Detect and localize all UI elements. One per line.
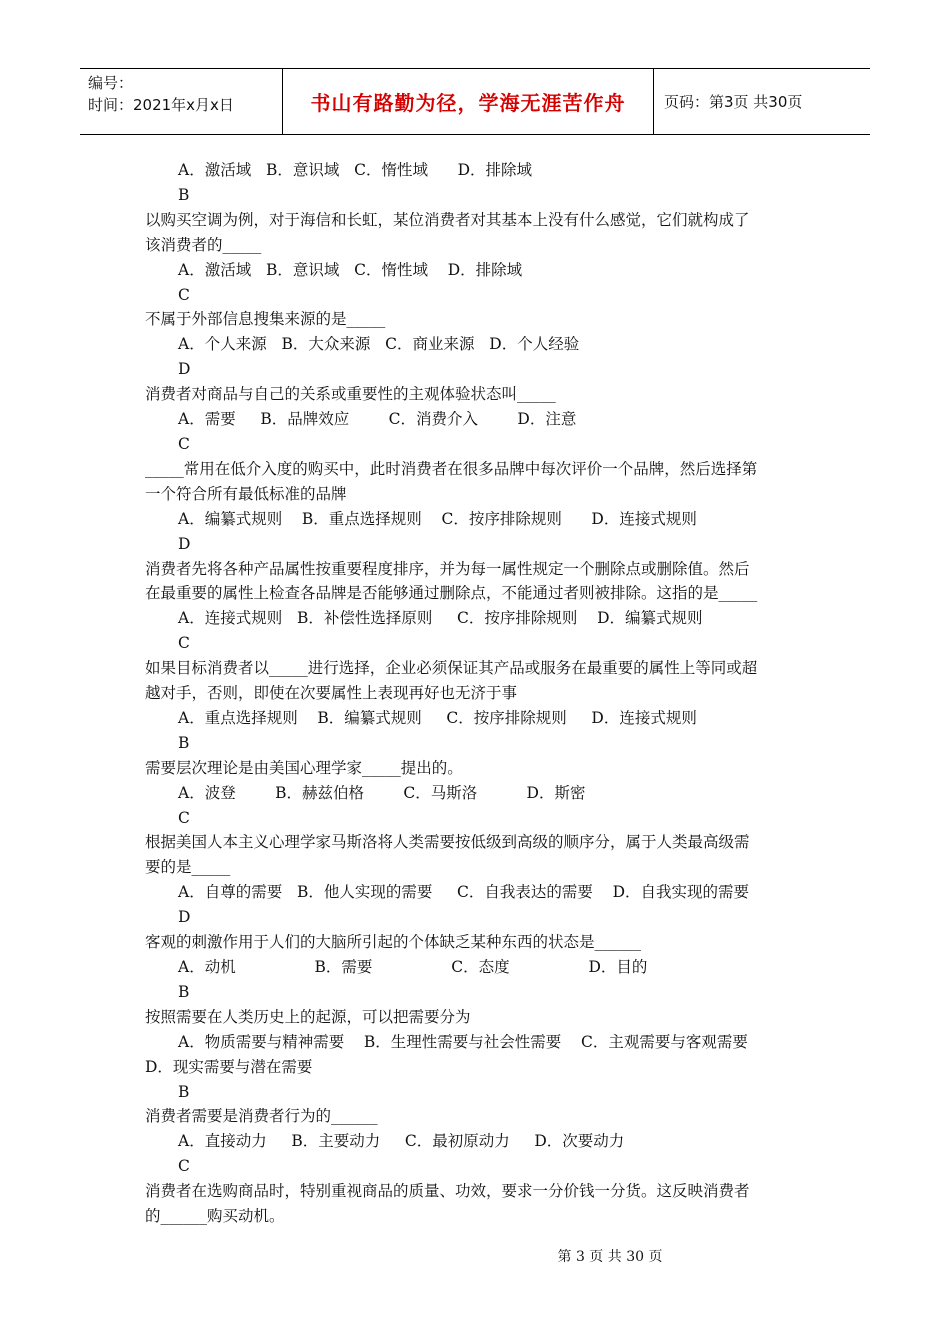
footer-page-number: 第 3 页 共 30 页 [557, 1249, 663, 1265]
options-line: A．连接式规则 B．补偿性选择原则 C．按序排除规则 D．编纂式规则 [178, 609, 703, 628]
question-line: _____常用在低介入度的购买中，此时消费者在很多品牌中每次评价一个品牌，然后选择第 [145, 459, 758, 478]
answer-line: D [178, 534, 191, 553]
answer-line: C [178, 634, 190, 653]
options-line: A．激活域 B．意识域 C．惰性域 D．排除域 [178, 260, 523, 279]
answer-line: B [178, 733, 190, 752]
question-line: 消费者在选购商品时，特别重视商品的质量、功效，要求一分价钱一分货。这反映消费者 [145, 1182, 750, 1201]
header-page-info: 页码：第3页 共30页 [664, 93, 803, 111]
question-line: 要的是_____ [145, 858, 231, 877]
header-meta [80, 69, 282, 134]
page-header [80, 68, 870, 135]
question-line: 不属于外部信息搜集来源的是_____ [145, 310, 386, 329]
options-line: A．编纂式规则 B．重点选择规则 C．按序排除规则 D．连接式规则 [178, 509, 697, 528]
question-line: 客观的刺激作用于人们的大脑所引起的个体缺乏某种东西的状态是______ [145, 933, 642, 952]
question-line: 根据美国人本主义心理学家马斯洛将人类需要按低级到高级的顺序分，属于人类最高级需 [145, 833, 750, 852]
page-footer [0, 1246, 950, 1266]
question-line: 如果目标消费者以_____进行选择，企业必须保证其产品或服务在最重要的属性上等同或超 [145, 659, 758, 678]
options-line: A．物质需要与精神需要 B．生理性需要与社会性需要 C．主观需要与客观需要 [178, 1032, 748, 1051]
options-line: A．需要 B．品牌效应 C．消费介入 D．注意 [178, 410, 577, 429]
question-line: 的______购买动机。 [145, 1207, 285, 1226]
options-line: A．波登 B．赫兹伯格 C．马斯洛 D．斯密 [178, 783, 586, 802]
question-line: 按照需要在人类历史上的起源，可以把需要分为 [145, 1007, 471, 1026]
question-line: 该消费者的_____ [145, 235, 262, 254]
options-line: A．重点选择规则 B．编纂式规则 C．按序排除规则 D．连接式规则 [178, 708, 697, 727]
answer-line: C [178, 434, 190, 453]
question-line: 消费者对商品与自己的关系或重要性的主观体验状态叫_____ [145, 385, 556, 404]
options-line: A．个人来源 B．大众来源 C．商业来源 D．个人经验 [178, 335, 580, 354]
answer-line: D [178, 908, 191, 927]
answer-line: C [178, 808, 190, 827]
question-line: 消费者需要是消费者行为的______ [145, 1107, 378, 1126]
header-motto: 书山有路勤为径，学海无涯苦作舟 [282, 69, 654, 134]
question-line: 在最重要的属性上检查各品牌是否能够通过删除点，不能通过者则被排除。这指的是_____ [145, 584, 758, 603]
answer-line: D [178, 360, 191, 379]
number-label: 编号： [88, 74, 134, 92]
answer-line: B [178, 982, 190, 1001]
question-line: 一个符合所有最低标准的品牌 [145, 484, 347, 503]
options-line: A．动机 B．需要 C．态度 D．目的 [178, 958, 648, 976]
question-line: 消费者先将各种产品属性按重要程度排序，并为每一属性规定一个删除点或删除值。然后 [145, 559, 750, 578]
options-line: A．激活域 B．意识域 C．惰性域 D．排除域 [178, 161, 532, 179]
answer-line: B [178, 185, 190, 204]
time-label: 时间：2021年x月x日 [88, 96, 234, 114]
answer-line: C [178, 285, 190, 304]
answer-line: B [178, 1082, 190, 1101]
options-line: A．直接动力 B．主要动力 C．最初原动力 D．次要动力 [178, 1132, 625, 1151]
answer-line: C [178, 1157, 190, 1176]
question-list [145, 158, 815, 1229]
question-line: 以购买空调为例，对于海信和长虹，某位消费者对其基本上没有什么感觉，它们就构成了 [145, 210, 750, 229]
question-line: D．现实需要与潜在需要 [145, 1057, 313, 1076]
options-line: A．自尊的需要 B．他人实现的需要 C．自我表达的需要 D．自我实现的需要 [178, 883, 749, 902]
question-line: 越对手，否则，即使在次要属性上表现再好也无济于事 [145, 684, 518, 703]
question-line: 需要层次理论是由美国心理学家_____提出的。 [145, 758, 463, 777]
